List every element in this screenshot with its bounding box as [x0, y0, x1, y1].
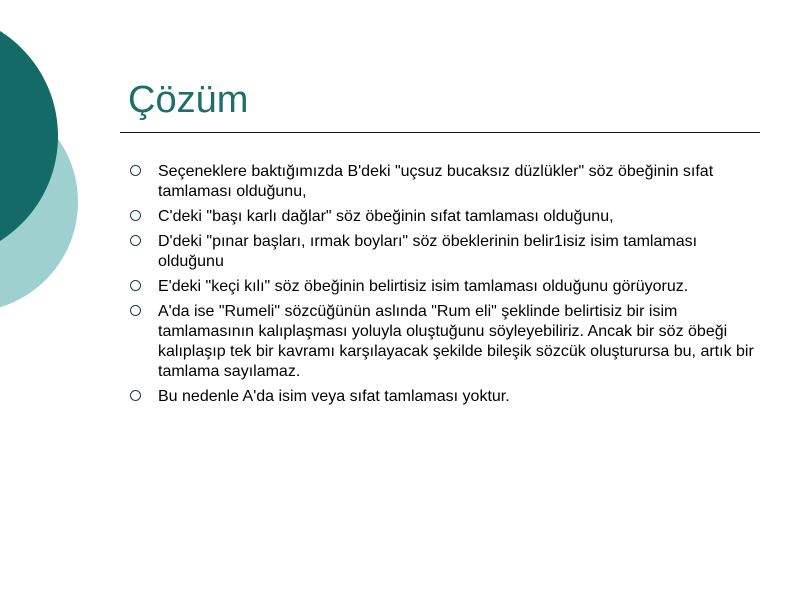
- bullet-text: E'deki "keçi kılı" söz öbeğinin belirtisiz isim tamlaması olduğunu görüyoruz.: [158, 278, 689, 295]
- bullet-item: [128, 232, 758, 272]
- title-divider: [120, 132, 760, 133]
- bullet-item: [128, 302, 758, 382]
- hollow-circle-bullet-icon: [130, 165, 141, 176]
- bullet-text: C'deki "başı karlı dağlar" söz öbeğinin sıfat tamlaması olduğunu,: [158, 208, 614, 225]
- bullet-text: Seçeneklere baktığımızda B'deki "uçsuz bucaksız düzlükler" söz öbeğinin sıfat tamlaması olduğunu,: [158, 163, 714, 200]
- hollow-circle-bullet-icon: [130, 280, 141, 291]
- bullet-item: [128, 207, 758, 227]
- hollow-circle-bullet-icon: [130, 210, 141, 221]
- bullet-text: A'da ise "Rumeli" sözcüğünün aslında "Rum eli" şeklinde belirtisiz bir isim tamlamasının kalıplaşması yoluyla oluştuğunu söyleyebiliriz. Ancak bir söz öbeği kalıplaşıp tek bir kavramı karşılayacak şekilde bileşik sözcük oluşturursa bu, artık bir tamlama sayılamaz.: [158, 303, 754, 380]
- hollow-circle-bullet-icon: [130, 305, 141, 316]
- slide-title: Çözüm: [128, 79, 249, 121]
- decorative-teal-circles: [0, 0, 120, 340]
- bullet-text: D'deki "pınar başları, ırmak boyları" söz öbeklerinin belir1isiz isim tamlaması olduğunu: [158, 233, 698, 270]
- bullet-list: [128, 162, 758, 412]
- bullet-item: [128, 277, 758, 297]
- hollow-circle-bullet-icon: [130, 235, 141, 246]
- bullet-item: [128, 387, 758, 407]
- bullet-text: Bu nedenle A'da isim veya sıfat tamlaması yoktur.: [158, 388, 510, 405]
- bullet-item: [128, 162, 758, 202]
- hollow-circle-bullet-icon: [130, 390, 141, 401]
